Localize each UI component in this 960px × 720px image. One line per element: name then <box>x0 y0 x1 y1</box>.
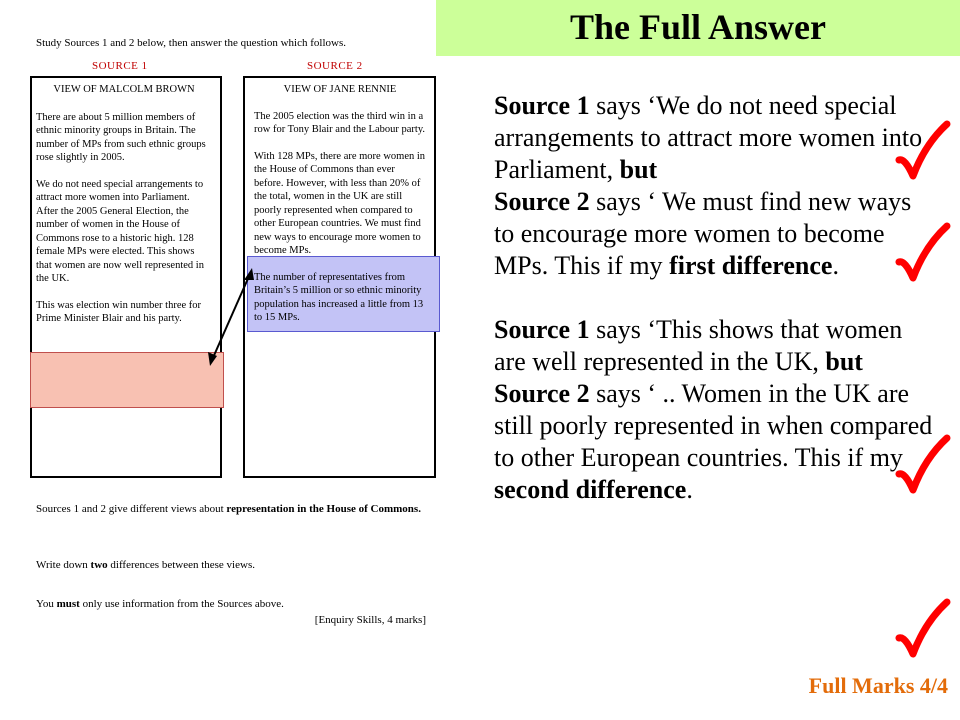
source2-paragraph-1: The 2005 election was the third win in a row for Tony Blair and the Labour party. <box>254 110 426 135</box>
a2-difference: second difference <box>494 475 687 504</box>
prompt-2-text-end: differences between these views. <box>107 559 255 571</box>
a2-text2: says ‘ .. Women in the UK are still poorly represented in when compared to other European countries. This if my <box>494 379 933 472</box>
source2-title: VIEW OF JANE RENNIE <box>283 84 397 95</box>
check-mark-icon <box>895 598 951 666</box>
source1-highlight <box>30 352 224 408</box>
connector-arrow-icon <box>200 260 260 380</box>
prompt-1-text: Sources 1 and 2 give different views about <box>36 503 227 515</box>
a1-end: . <box>832 251 839 280</box>
source2-paragraph-3: The number of representatives from Britain’s 5 million or so ethnic minority population has increased a little from 13 to 15 MPs. <box>254 271 424 323</box>
answer-difference-1 <box>494 90 934 282</box>
answer-heading: The Full Answer <box>569 7 827 47</box>
a1-but: but <box>619 155 658 184</box>
source1-paragraph-2: We do not need special arrangements to attract more women into Parliament. After the 2005 General Election, the number of women in the House of Commons rose to a historic high. 128 female MPs were elected. This shows that women are now well represented in the UK. <box>36 178 204 284</box>
source2-label: SOURCE 2 <box>307 60 363 72</box>
question-intro: Study Sources 1 and 2 below, then answer the question which follows. <box>36 37 346 49</box>
answer-difference-2 <box>494 314 934 506</box>
question-prompt-3 <box>36 597 436 611</box>
full-marks: Full Marks 4/4 <box>808 673 948 698</box>
source1-paragraph-3: This was election win number three for Prime Minister Blair and his party. <box>36 299 202 324</box>
question-prompt-2 <box>36 558 436 572</box>
check-mark-icon <box>895 222 951 290</box>
a2-text1: says ‘This shows that women are well represented in the UK, <box>494 315 903 376</box>
source2-box <box>243 76 436 478</box>
source1-title: VIEW OF MALCOLM BROWN <box>53 84 195 95</box>
answer-text <box>494 90 944 506</box>
a2-source1: Source 1 <box>494 315 590 344</box>
check-mark-icon <box>895 120 951 188</box>
a2-but: but <box>825 347 863 376</box>
check-mark-icon <box>895 434 951 502</box>
question-prompt-1 <box>36 502 436 516</box>
prompt-2-bold: two <box>90 559 108 571</box>
a1-difference: first difference <box>669 251 833 280</box>
prompt-2-text: Write down <box>36 559 91 571</box>
prompt-1-bold: representation in the House of Commons. <box>226 503 421 515</box>
source1-box <box>30 76 222 478</box>
a2-end: . <box>686 475 693 504</box>
a1-source2: Source 2 <box>494 187 590 216</box>
source1-label: SOURCE 1 <box>92 60 148 72</box>
a2-source2: Source 2 <box>494 379 590 408</box>
prompt-3-text-end: only use information from the Sources above. <box>79 598 284 610</box>
marks-note: [Enquiry Skills, 4 marks] <box>314 614 426 626</box>
a1-source1: Source 1 <box>494 91 590 120</box>
prompt-3-bold: must <box>56 598 80 610</box>
a1-text1: says ‘We do not need special arrangements to attract more women into Parliament, <box>494 91 923 184</box>
source1-paragraph-1: There are about 5 million members of ethnic minority groups in Britain. The number of MPs from such ethnic groups rose slightly in 2005. <box>36 111 206 163</box>
prompt-3-text: You <box>36 598 57 610</box>
source2-paragraph-2: With 128 MPs, there are more women in the House of Commons than ever before. However, with less than 20% of the total, women in the UK are still poorly represented when compared to other European countries. We must find new ways to encourage more women to become MPs. <box>254 150 426 256</box>
a1-text2: says ‘ We must find new ways to encourage more women to become MPs. This if my <box>494 187 912 280</box>
